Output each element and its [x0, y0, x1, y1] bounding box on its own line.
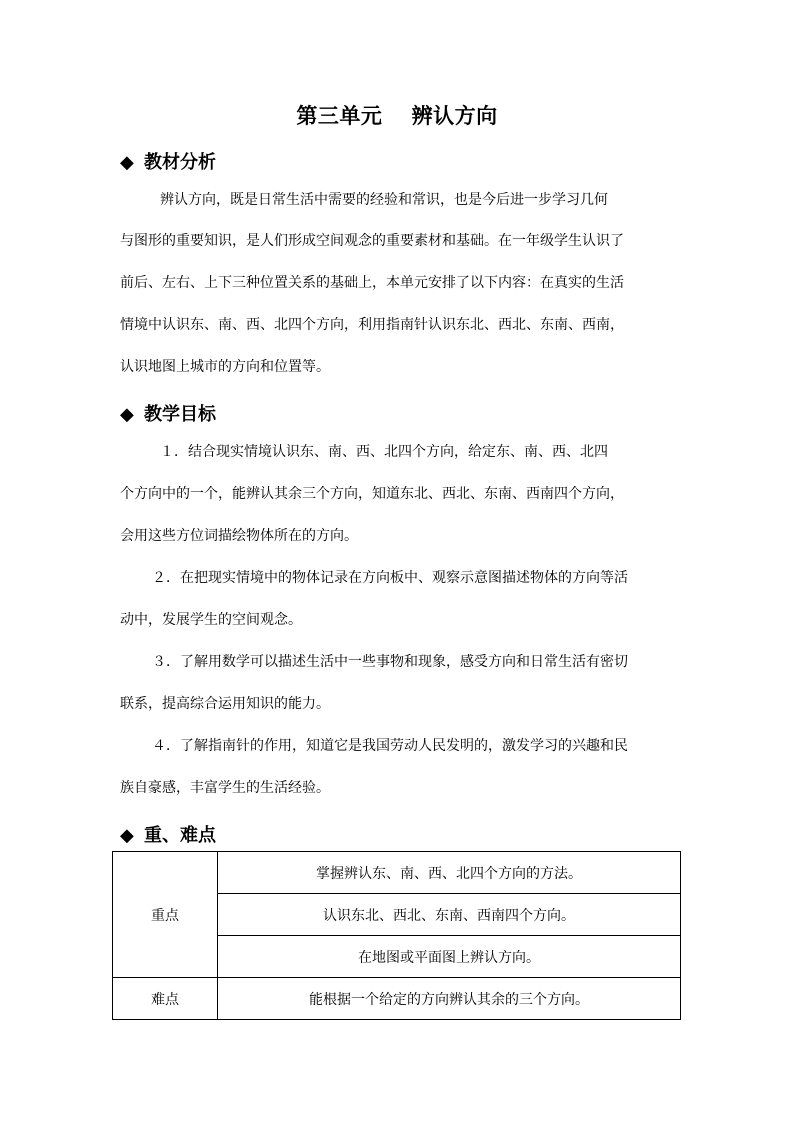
difficult-item-cell: 能根据一个给定的方向辨认其余的三个方向。 — [218, 978, 681, 1020]
key-item-cell: 在地图或平面图上辨认方向。 — [218, 936, 681, 978]
goal-line: 族自豪感，丰富学生的生活经验。 — [120, 780, 330, 796]
difficult-label-cell: 难点 — [113, 978, 218, 1020]
key-item-cell: 掌握辨认东、南、西、北四个方向的方法。 — [218, 852, 681, 894]
section-heading-goals-text: 教学目标 — [144, 404, 216, 425]
goal-line: 会用这些方位词描绘物体所在的方向。 — [120, 528, 358, 544]
page-title: 第三单元 辨认方向 — [296, 104, 498, 128]
section-heading-analysis — [120, 148, 216, 174]
paragraph-line: 前后、左右、上下三种位置关系的基础上，本单元安排了以下内容：在真实的生活 — [120, 275, 624, 291]
key-label-cell: 重点 — [113, 852, 218, 978]
goal-line: ２．在把现实情境中的物体记录在方向板中、观察示意图描述物体的方向等活 — [152, 570, 628, 586]
goal-line: ４．了解指南针的作用，知道它是我国劳动人民发明的，激发学习的兴趣和民 — [152, 738, 628, 754]
paragraph-line: 认识地图上城市的方向和位置等。 — [120, 359, 330, 375]
section-heading-analysis-text: 教材分析 — [144, 152, 216, 173]
goal-line: １．结合现实情境认识东、南、西、北四个方向，给定东、南、西、北四 — [160, 444, 608, 460]
goal-line: 联系，提高综合运用知识的能力。 — [120, 696, 330, 712]
paragraph-line: 情境中认识东、南、西、北四个方向，利用指南针认识东北、西北、东南、西南， — [120, 317, 624, 333]
paragraph-line: 与图形的重要知识，是人们形成空间观念的重要素材和基础。在一年级学生认识了 — [120, 233, 624, 249]
key-item-cell: 认识东北、西北、东南、西南四个方向。 — [218, 894, 681, 936]
goal-line: 动中，发展学生的空间观念。 — [120, 612, 302, 628]
diamond-bullet-icon: ◆ — [120, 825, 134, 846]
table-row — [113, 852, 681, 894]
goal-line: 个方向中的一个，能辨认其余三个方向，知道东北、西北、东南、西南四个方向， — [120, 486, 624, 502]
section-heading-goals — [120, 400, 216, 426]
section-heading-keypoints — [120, 821, 216, 847]
paragraph-line: 辨认方向，既是日常生活中需要的经验和常识，也是今后进一步学习几何 — [160, 192, 608, 208]
goal-line: ３．了解用数学可以描述生活中一些事物和现象，感受方向和日常生活有密切 — [152, 654, 628, 670]
section-heading-keypoints-text: 重、难点 — [144, 825, 216, 846]
keypoints-table — [112, 851, 681, 1020]
diamond-bullet-icon: ◆ — [120, 152, 134, 173]
table-row — [113, 978, 681, 1020]
diamond-bullet-icon: ◆ — [120, 404, 134, 425]
